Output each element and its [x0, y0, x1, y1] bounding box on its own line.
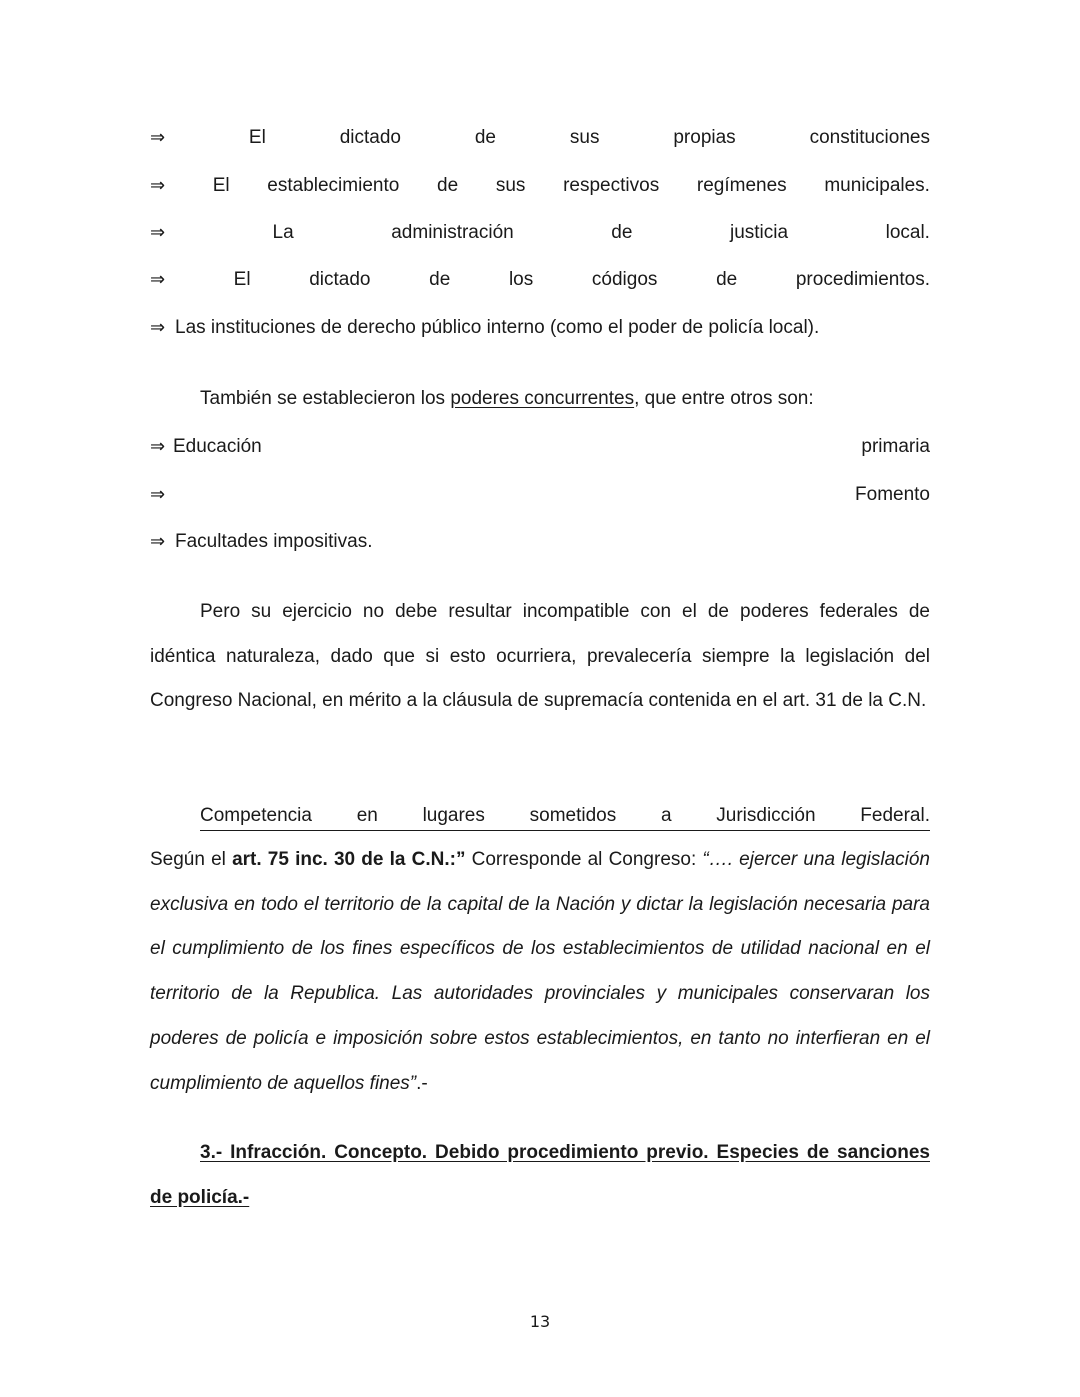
- word: los: [508, 269, 534, 290]
- concurrentes-suffix: , que entre otros son:: [634, 388, 814, 409]
- list-item-text: Educación: [173, 436, 262, 457]
- word: municipales.: [824, 175, 930, 196]
- section-3-heading-text: 3.- Infracción. Concepto. Debido procedimiento previo. Especies de sanciones de policía.-: [150, 1142, 930, 1208]
- word: sometidos: [529, 805, 617, 826]
- list-item-right: Fomento: [855, 484, 930, 505]
- word: El: [212, 175, 230, 196]
- arrow-icon: ⇒: [150, 317, 166, 338]
- word: El: [233, 269, 251, 290]
- segun-mid: Corresponde al Congreso:: [465, 849, 703, 870]
- list-item: [150, 266, 930, 294]
- competencia-heading: [200, 802, 930, 831]
- list-item-text: Las instituciones de derecho público interno (como el poder de policía local).: [175, 317, 820, 338]
- word: de: [474, 127, 496, 148]
- segun-tail: .-: [416, 1072, 428, 1094]
- word: procedimientos.: [795, 269, 930, 290]
- word: propias: [673, 127, 736, 148]
- list-item-right: primaria: [861, 436, 930, 457]
- word: constituciones: [809, 127, 930, 148]
- poderes-concurrentes-text: poderes concurrentes: [450, 388, 635, 409]
- word: regímenes: [696, 175, 787, 196]
- word: Jurisdicción: [716, 805, 816, 826]
- list-item-text: Facultades impositivas.: [175, 531, 373, 552]
- word: códigos: [591, 269, 658, 290]
- concurrentes-paragraph: [150, 377, 930, 422]
- word: justicia: [729, 222, 789, 243]
- list-item: [150, 481, 930, 509]
- page-number: 13: [529, 1312, 551, 1331]
- list-item: [150, 433, 930, 461]
- word: Federal.: [860, 805, 930, 826]
- list-item-left: [150, 433, 262, 461]
- arrow-icon: ⇒: [150, 436, 166, 457]
- word: administración: [391, 222, 514, 243]
- word: en: [356, 805, 378, 826]
- arrow-icon: ⇒: [150, 175, 166, 196]
- word: de: [716, 269, 738, 290]
- word: de: [437, 175, 459, 196]
- article-reference: art. 75 inc. 30 de la C.N.:”: [232, 849, 466, 870]
- word: a: [660, 805, 672, 826]
- arrow-icon: ⇒: [150, 127, 166, 148]
- pero-paragraph: Pero su ejercicio no debe resultar incompatible con el de poderes federales de idéntica naturaleza, dado que si esto ocurriera, prevalecería siempre la legislación del Congreso Nacional, en mérito a la cláusula de supremacía contenida en el art. 31 de la C.N.: [150, 601, 930, 712]
- segun-paragraph: [150, 838, 930, 1106]
- word: La: [272, 222, 294, 243]
- section-3-heading: [150, 1131, 930, 1220]
- word: establecimiento: [267, 175, 400, 196]
- word: dictado: [309, 269, 371, 290]
- list-item: [150, 219, 930, 247]
- word: dictado: [339, 127, 401, 148]
- list-item: [150, 314, 930, 342]
- arrow-icon: ⇒: [150, 222, 166, 243]
- word: de: [429, 269, 451, 290]
- list-item: [150, 172, 930, 200]
- word: lugares: [422, 805, 485, 826]
- word: El: [248, 127, 266, 148]
- arrow-icon: ⇒: [150, 484, 166, 505]
- word: Competencia: [200, 805, 312, 826]
- word: local.: [885, 222, 930, 243]
- word: sus: [495, 175, 526, 196]
- word: respectivos: [563, 175, 660, 196]
- list-item: [150, 124, 930, 152]
- arrow-icon: ⇒: [150, 531, 166, 552]
- word: de: [611, 222, 633, 243]
- constitution-quote: “…. ejercer una legislación exclusiva en todo el territorio de la capital de la Nación y dictar la legislación necesaria para el cumplimiento de los fines específicos de los establecimientos de utilidad nacional en el territorio de la Republica. Las autoridades provinciales y municipales conservaran los poderes de policía e imposición sobre estos establecimientos, en tanto no interfieran en el cumplimiento de aquellos fines”: [150, 849, 930, 1094]
- concurrentes-prefix: También se establecieron los: [200, 388, 451, 409]
- list-item: [150, 528, 930, 556]
- word: sus: [569, 127, 600, 148]
- arrow-icon: ⇒: [150, 269, 166, 290]
- segun-lead: Según el: [150, 849, 233, 870]
